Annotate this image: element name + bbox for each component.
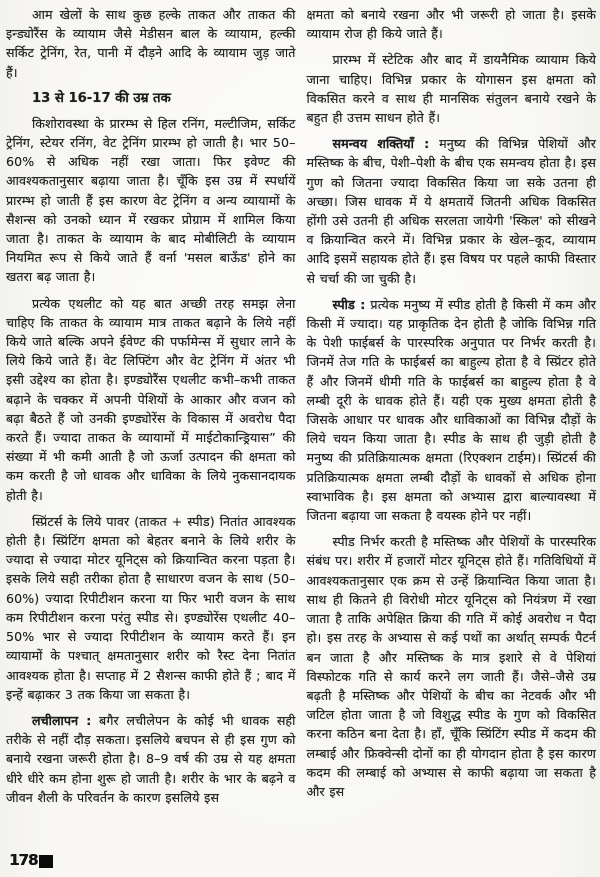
paragraph-text: प्रारम्भ में स्टेटिक और बाद में डायनैमिक व्यायाम किये जाना चाहिए। विभिन्न प्रकार के योगासन इस क्षमता को विकसित करने व साथ ही मानसिक संतुलन बनाये रखने के बहुत ही उत्तम साधन होते हैं। bbox=[306, 52, 596, 126]
footer-square-mark-icon bbox=[39, 855, 53, 868]
paragraph bbox=[6, 114, 296, 287]
page-footer bbox=[9, 851, 53, 869]
paragraph bbox=[6, 5, 296, 82]
page-number: 178 bbox=[9, 851, 38, 869]
paragraph bbox=[307, 50, 597, 127]
right-column bbox=[307, 5, 597, 814]
paragraph bbox=[6, 711, 296, 807]
paragraph bbox=[6, 512, 296, 704]
paragraph bbox=[307, 532, 597, 801]
run-in-heading: समन्वय शक्तियाँ : bbox=[332, 136, 430, 152]
paragraph-text: आम खेलों के साथ कुछ हल्के ताकत और ताकत की इन्ड्योरैंस के व्यायाम जैसे मेडीसन बाल के व्यायाम, हल्की सर्किट ट्रेनिंग, रेत, पानी में दौड़ने आदि के व्यायाम जुड़ जाते हैं। bbox=[6, 7, 296, 80]
paragraph-text: किशोरावस्था के प्रारम्भ से हिल रनिंग, मल्टीजिम, सर्किट ट्रेनिंग, स्टेयर रनिंग, वेट ट्रेनिंग प्रारम्भ हो जाती है। भार 50–60% से अधिक नहीं रखा जाता। फिर इवेण्ट की आवश्यकतानुसार बढ़ाया जाता है। चूँकि इस उम्र में स्पर्धायें प्रारम्भ हो जाती हैं इस कारण वेट ट्रेनिंग व अन्य व्यायामों के सैशन्स को उनको ध्यान में रखकर प्रोग्राम में शामिल किया जाता है। ताकत के व्यायाम के बाद मोबीलिटी के व्यायाम नियमित रूप से किये जाते हैं वर्ना 'मसल बाऊँड' होने का खतरा बढ़ जाता है। bbox=[6, 115, 296, 285]
paragraph bbox=[307, 295, 597, 525]
run-in-heading: लचीलापन : bbox=[32, 712, 92, 728]
paragraph bbox=[307, 5, 597, 43]
paragraph bbox=[6, 294, 296, 505]
paragraph-text: स्पीड निर्भर करती है मस्तिष्क और पेशियों के पारस्परिक संबंध पर। शरीर में हजारों मोटर यूनिट्स होते हैं। गतिविधियों में आवश्यकतानुसार एक क्रम से उन्हें क्रियान्वित किया जाता है। साथ ही कितने ही विरोधी मोटर यूनिट्स को नियंत्रण में रखा जाता है ताकि अपेक्षित क्रिया की गति में कोई अवरोध न पैदा हो। इस तरह के अभ्यास से कई पथों का अर्थात् सम्पर्क पैटर्न बन जाता है और मस्तिष्क के मात्र इशारे से वे पेशियां विस्फोटक गति से कार्य करने लग जाती हैं। जैसे–जैसे उम्र बढ़ती है मस्तिष्क और पेशियों के बीच का नेटवर्क और भी जटिल होता जाता है जो विशुद्ध स्पीड के गुण को विकसित करना कठिन बना देता है। हाँ, चूँकि स्प्रिंटिंग स्पीड में कदम की लम्बाई और फ्रिक्वेन्सी दोनों का ही योगदान होता है इस कारण कदम की लम्बाई को अभ्यास से काफी बढ़ाया जा सकता है और इस bbox=[306, 534, 596, 799]
section-heading-text: 13 से 16-17 की उम्र तक bbox=[32, 90, 171, 106]
paragraph-text: स्प्रिंटर्स के लिये पावर (ताकत + स्पीड) नितांत आवश्यक होती है। स्प्रिंटिंग क्षमता को बेहतर बनाने के लिये शरीर के ज्यादा से ज्यादा मोटर यूनिट्स को क्रियान्वित करना पड़ता है। इसके लिये सही तरीका होता है साधारण वजन के साथ (50–60%) ज्यादा रिपीटीशन करना या फिर भारी वजन के साथ कम रिपीटीशन करना परंतु स्पीड से। इण्ड्योरेंस एथलीट 40–50% भार से ज्यादा रिपीटीशन के व्यायाम करते हैं। इन व्यायामों के पश्चात् क्षमतानुसार शरीर को रैस्ट देना नितांत आवश्यक होता है। सप्ताह में 2 सैशन्स काफी होते हैं ; बाद में इन्हें बढ़ाकर 3 तक किया जा सकता है। bbox=[6, 513, 296, 702]
paragraph-text: क्षमता को बनाये रखना और भी जरूरी हो जाता है। इसके व्यायाम रोज ही किये जाते हैं। bbox=[306, 7, 596, 42]
text-columns bbox=[6, 5, 596, 814]
paragraph-text: प्रत्येक मनुष्य में स्पीड होती है किसी में कम और किसी में ज्यादा। यह प्राकृतिक देन होती है जोकि विभिन्न गति के पेशी फाईबर्स के पारस्परिक अनुपात पर निर्भर करती है। जिनमें तेज गति के फाईबर्स का बाहुल्य होता है वे स्प्रिंटर होते हैं और जिनमें धीमी गति के फाईबर्स का बाहुल्य होता है वे लम्बी दूरी के धावक होते हैं। यही एक मुख्य क्षमता होती है जिसके आधार पर धावक और धाविकाओं का विभिन्न दौड़ों के लिये चयन किया जाता है। स्पीड के साथ ही जुड़ी होती है मनुष्य की प्रतिक्रियात्मक क्षमता (रिएक्शन टाईम)। स्प्रिंटर्स की प्रतिक्रियात्मक क्षमता लम्बी दौड़ों के धावकों से अधिक होना स्वाभाविक है। इस क्षमता को अभ्यास द्वारा बाल्यावस्था में जितना बढ़ाया जा सकता है वयस्क होने पर नहीं। bbox=[306, 296, 596, 524]
paragraph-text: मनुष्य की विभिन्न पेशियों और मस्तिष्क के बीच, पेशी–पेशी के बीच एक समन्वय होता है। इस गुण को जितना ज्यादा विकसित किया जा सके उतना ही अच्छा। जिस धावक में ये क्षमतायें जितनी अधिक विकसित होंगी उसे उतनी ही अधिक सरलता जायेगी 'स्किल' को सीखने व क्रियान्वित करने में। विभिन्न प्रकार के खेल–कूद, व्यायाम आदि इसमें सहायक होते हैं। इस विषय पर पहले काफी विस्तार से चर्चा की जा चुकी है। bbox=[306, 136, 596, 286]
paragraph-text: प्रत्येक एथलीट को यह बात अच्छी तरह समझ लेना चाहिए कि ताकत के व्यायाम मात्र ताकत बढ़ाने के लिये नहीं किये जाते बल्कि अपने ईवेण्ट की पर्फामेन्स में सुधार लाने के लिये किये जाते हैं। वेट लिफ्टिंग और वेट ट्रेनिंग में अंतर भी इसी उद्देश्य का होता है। इण्ड्योरैंस एथलीट कभी–कभी ताकत बढ़ाने के चक्कर में अपनी पेशियों के आकार और वजन को बढ़ा बैठते हैं जो उनकी इण्ड्योरेंस के विकास में अवरोध पैदा करते हैं। ज्यादा ताकत के व्यायामों में माईटोकान्ड्रियास” की संख्या में भी कमी आती है जो ऊर्जा उत्पादन की क्षमता को कम करती है जो धावक और धाविका के लिये नुकसानदायक होती है। bbox=[6, 295, 296, 503]
paragraph-text: बगैर लचीलेपन के कोई भी धावक सही तरीके से नहीं दौड़ सकता। इसलिये बचपन से ही इस गुण को बनाये रखना जरूरी होता है। 8–9 वर्ष की उम्र से यह क्षमता धीरे धीरे कम होना शुरू हो जाती है। शरीर के भार के बढ़ने व जीवन शैली के परिवर्तन के कारण इसलिये इस bbox=[6, 712, 296, 805]
section-heading bbox=[6, 89, 296, 109]
left-column bbox=[6, 5, 296, 814]
run-in-heading: स्पीड : bbox=[332, 296, 366, 312]
paragraph bbox=[307, 134, 597, 288]
